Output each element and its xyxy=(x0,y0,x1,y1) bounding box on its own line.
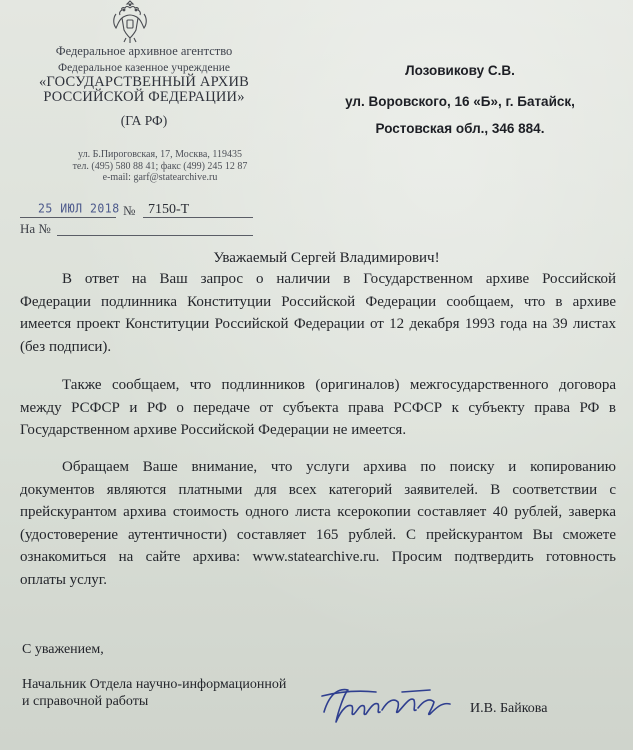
registration-number-label: № xyxy=(123,203,136,218)
registration-number-underline xyxy=(143,217,253,218)
reference-underline xyxy=(57,235,253,236)
addressee-region: Ростовская обл., 346 884. xyxy=(375,121,545,136)
letterhead-phone-fax: тел. (495) 580 88 41; факс (499) 245 12 87 xyxy=(72,160,248,172)
signatory-name: И.В. Байкова xyxy=(470,701,548,716)
handwritten-signature-icon xyxy=(318,682,458,730)
paragraph-2-line: между РСФСР и РФ о передаче от субъекта права РСФСР к субъекту права РФ в xyxy=(20,399,616,416)
paragraph-3-line: оплаты услуг. xyxy=(20,571,108,588)
paragraph-1-line: В ответ на Ваш запрос о наличии в Государственном архиве Российской xyxy=(62,271,616,287)
paragraph-3-line: ознакомиться на сайте архива: www.statearchive.ru. Просим подтвердить готовность xyxy=(20,549,616,565)
letterhead-address: ул. Б.Пироговская, 17, Москва, 119435 xyxy=(78,149,242,160)
addressee-name: Лозовикову С.В. xyxy=(405,63,515,78)
letterhead-email: e-mail: garf@statearchive.ru xyxy=(102,172,218,183)
date-underline xyxy=(20,217,116,218)
paragraph-2-line: Также сообщаем, что подлинников (оригиналов) межгосударственного договора xyxy=(62,377,616,393)
archive-name-line1: «ГОСУДАРСТВЕННЫЙ АРХИВ xyxy=(38,74,250,90)
closing: С уважением, xyxy=(22,642,104,657)
salutation: Уважаемый Сергей Владимирович! xyxy=(213,250,440,266)
letterhead-contacts xyxy=(50,149,270,184)
paragraph-3-line: (удостоверение аутентичности) составляет 165 рублей. С прейскурантом Вы сможете xyxy=(20,526,616,543)
registration-number-value: 7150-Т xyxy=(148,202,190,217)
paragraph-1-line: имеется проект Конституции Российской Федерации от 12 декабря 1993 года на 39 листах xyxy=(20,316,616,332)
agency-name: Федеральное архивное агентство xyxy=(55,44,233,58)
paragraph-3-line: документов являются платными для всех категорий заявителей. В соответствии с xyxy=(20,481,616,498)
date-stamp: 25 ИЮЛ 2018 xyxy=(38,200,120,216)
paragraph-3-line: прейскурантом архива стоимость одного листа ксерокопии составляет 40 рублей, заверка xyxy=(20,504,616,520)
archive-abbreviation: (ГА РФ) xyxy=(120,113,168,128)
paragraph-3 xyxy=(20,456,616,591)
signatory-title xyxy=(22,676,286,710)
signatory-title-line1: Начальник Отдела научно-информационной xyxy=(22,677,287,692)
paragraph-1-line: Федерации подлинника Конституции Российской Федерации сообщаем, что в архиве xyxy=(20,293,616,310)
addressee-street: ул. Воровского, 16 «Б», г. Батайск, xyxy=(345,94,575,109)
paragraph-3-line: Обращаем Ваше внимание, что услуги архива по поиску и копированию xyxy=(62,459,616,475)
paragraph-2 xyxy=(20,374,616,442)
registration-number xyxy=(148,202,189,218)
signatory-title-line2: и справочной работы xyxy=(22,694,149,709)
double-headed-eagle-emblem-icon xyxy=(108,0,152,44)
archive-name xyxy=(20,75,268,105)
reference-label: На № xyxy=(20,221,51,236)
archive-name-line2: РОССИЙСКОЙ ФЕДЕРАЦИИ» xyxy=(43,89,245,105)
institution-type: Федеральное казенное учреждение xyxy=(57,62,230,74)
paragraph-1-line: (без подписи). xyxy=(20,338,112,355)
paragraph-2-line: Государственном архиве Российской Федерации не имеется. xyxy=(20,422,407,438)
paragraph-1 xyxy=(20,268,616,358)
